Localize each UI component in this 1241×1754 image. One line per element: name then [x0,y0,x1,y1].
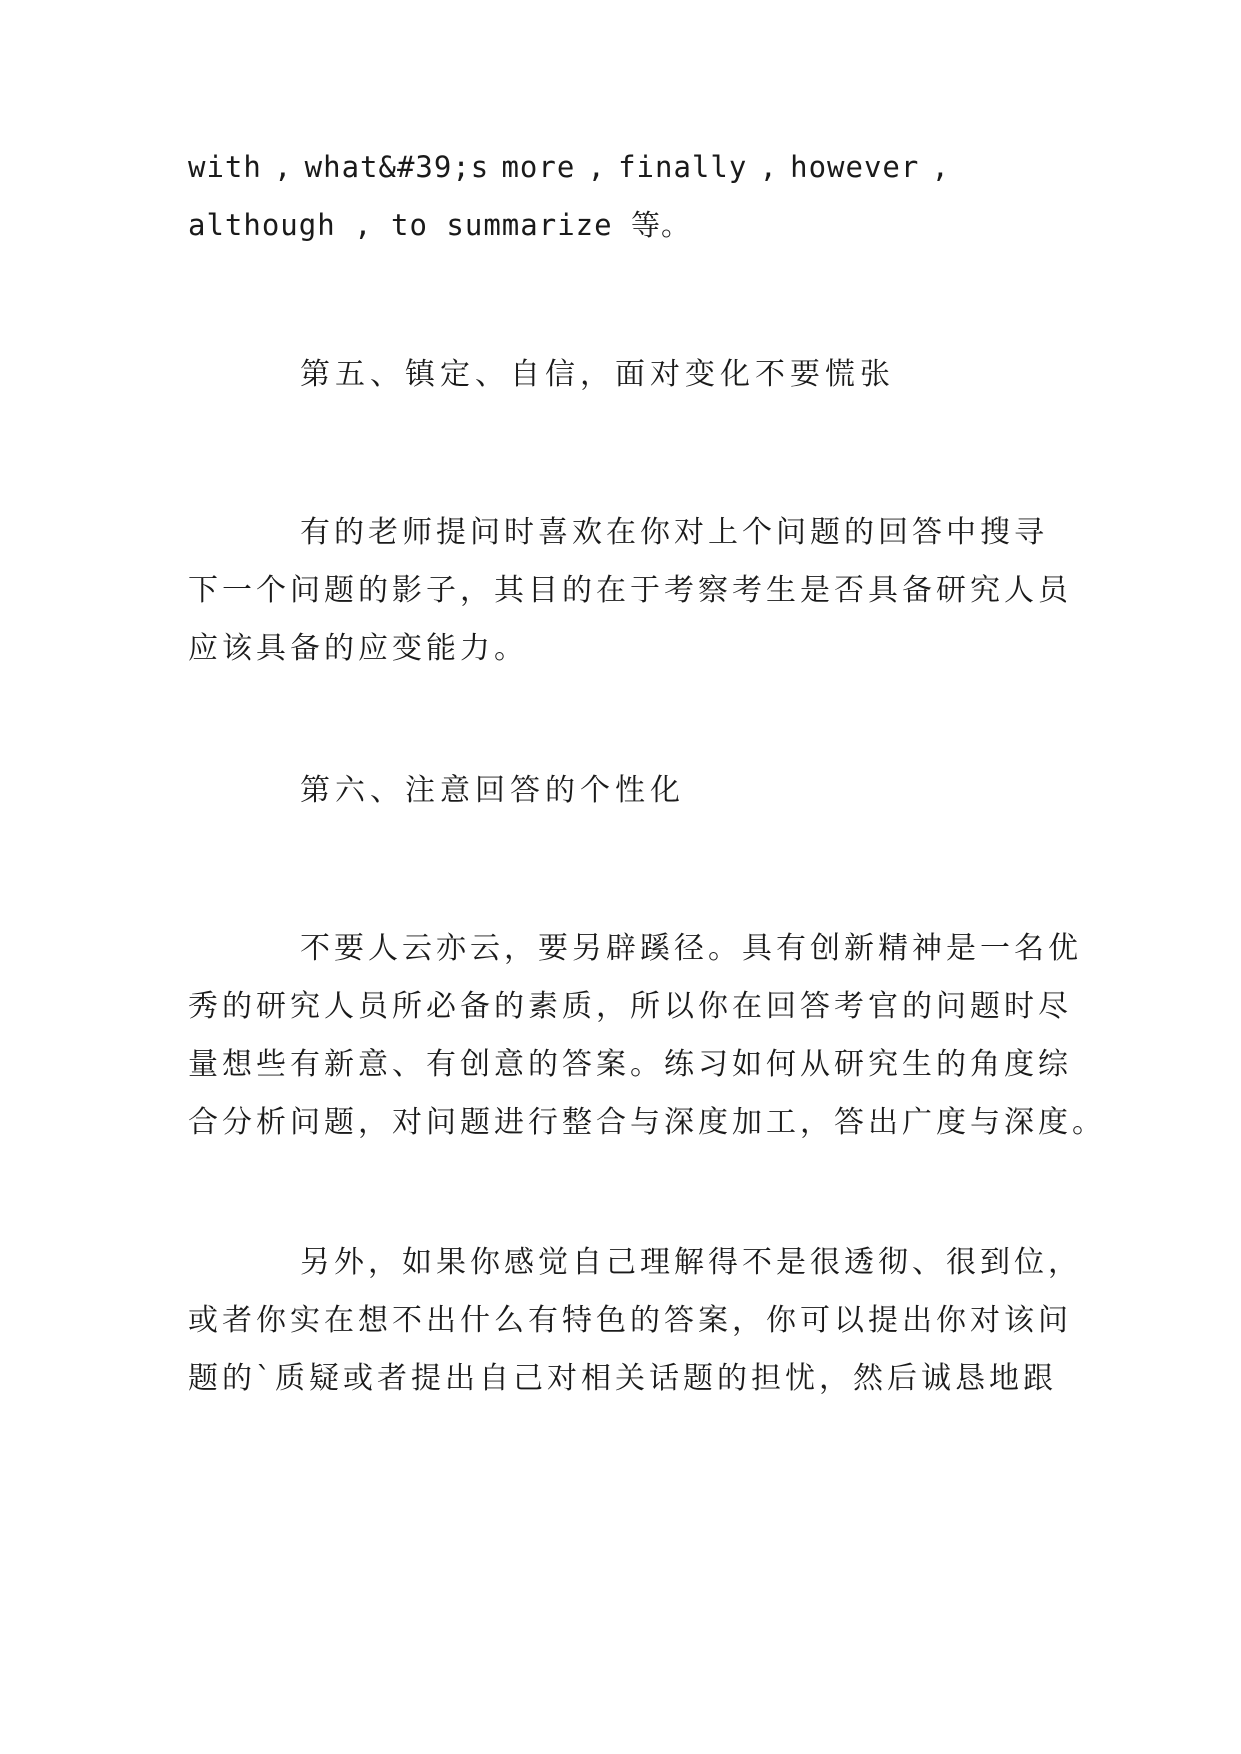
paragraph-7-line-1: 另外，如果你感觉自己理解得不是很透彻、很到位， [300,1245,1082,1280]
section-heading-6: 第六、注意回答的个性化 [300,773,685,808]
paragraph-5-line-3: 应该具备的应变能力。 [188,631,528,666]
paragraph-6 [188,920,1106,1152]
paragraph-5-line-2: 下一个问题的影子，其目的在于考察考生是否具备研究人员 [188,573,1072,608]
paragraph-5 [188,504,1072,678]
paragraph-6-line-3: 量想些有新意、有创意的答案。练习如何从研究生的角度综 [188,1047,1072,1082]
intro-line-1 [188,138,950,196]
paragraph-7 [188,1234,1082,1408]
word: however [790,150,920,184]
paragraph-7-line-3: 题的`质疑或者提出自己对相关话题的担忧，然后诚恳地跟 [188,1361,1057,1396]
paragraph-6-line-2: 秀的研究人员所必备的素质，所以你在回答考官的问题时尽 [188,989,1072,1024]
paragraph-7-line-2: 或者你实在想不出什么有特色的答案，你可以提出你对该问 [188,1303,1072,1338]
word: , [587,150,606,184]
word: , [274,150,293,184]
word: finally [618,150,748,184]
paragraph-5-line-1: 有的老师提问时喜欢在你对上个问题的回答中搜寻 [300,515,1048,550]
intro-line-2: although , to summarize 等。 [188,208,692,242]
word: what&#39;s [304,150,490,184]
intro-paragraph [188,138,1050,254]
paragraph-6-line-1: 不要人云亦云，要另辟蹊径。具有创新精神是一名优 [300,931,1082,966]
word: more [501,150,576,184]
section-heading-5: 第五、镇定、自信，面对变化不要慌张 [300,357,895,392]
word: , [759,150,778,184]
word: with [188,150,262,184]
word: , [931,150,950,184]
paragraph-6-line-4: 合分析问题，对问题进行整合与深度加工，答出广度与深度。 [188,1105,1106,1140]
